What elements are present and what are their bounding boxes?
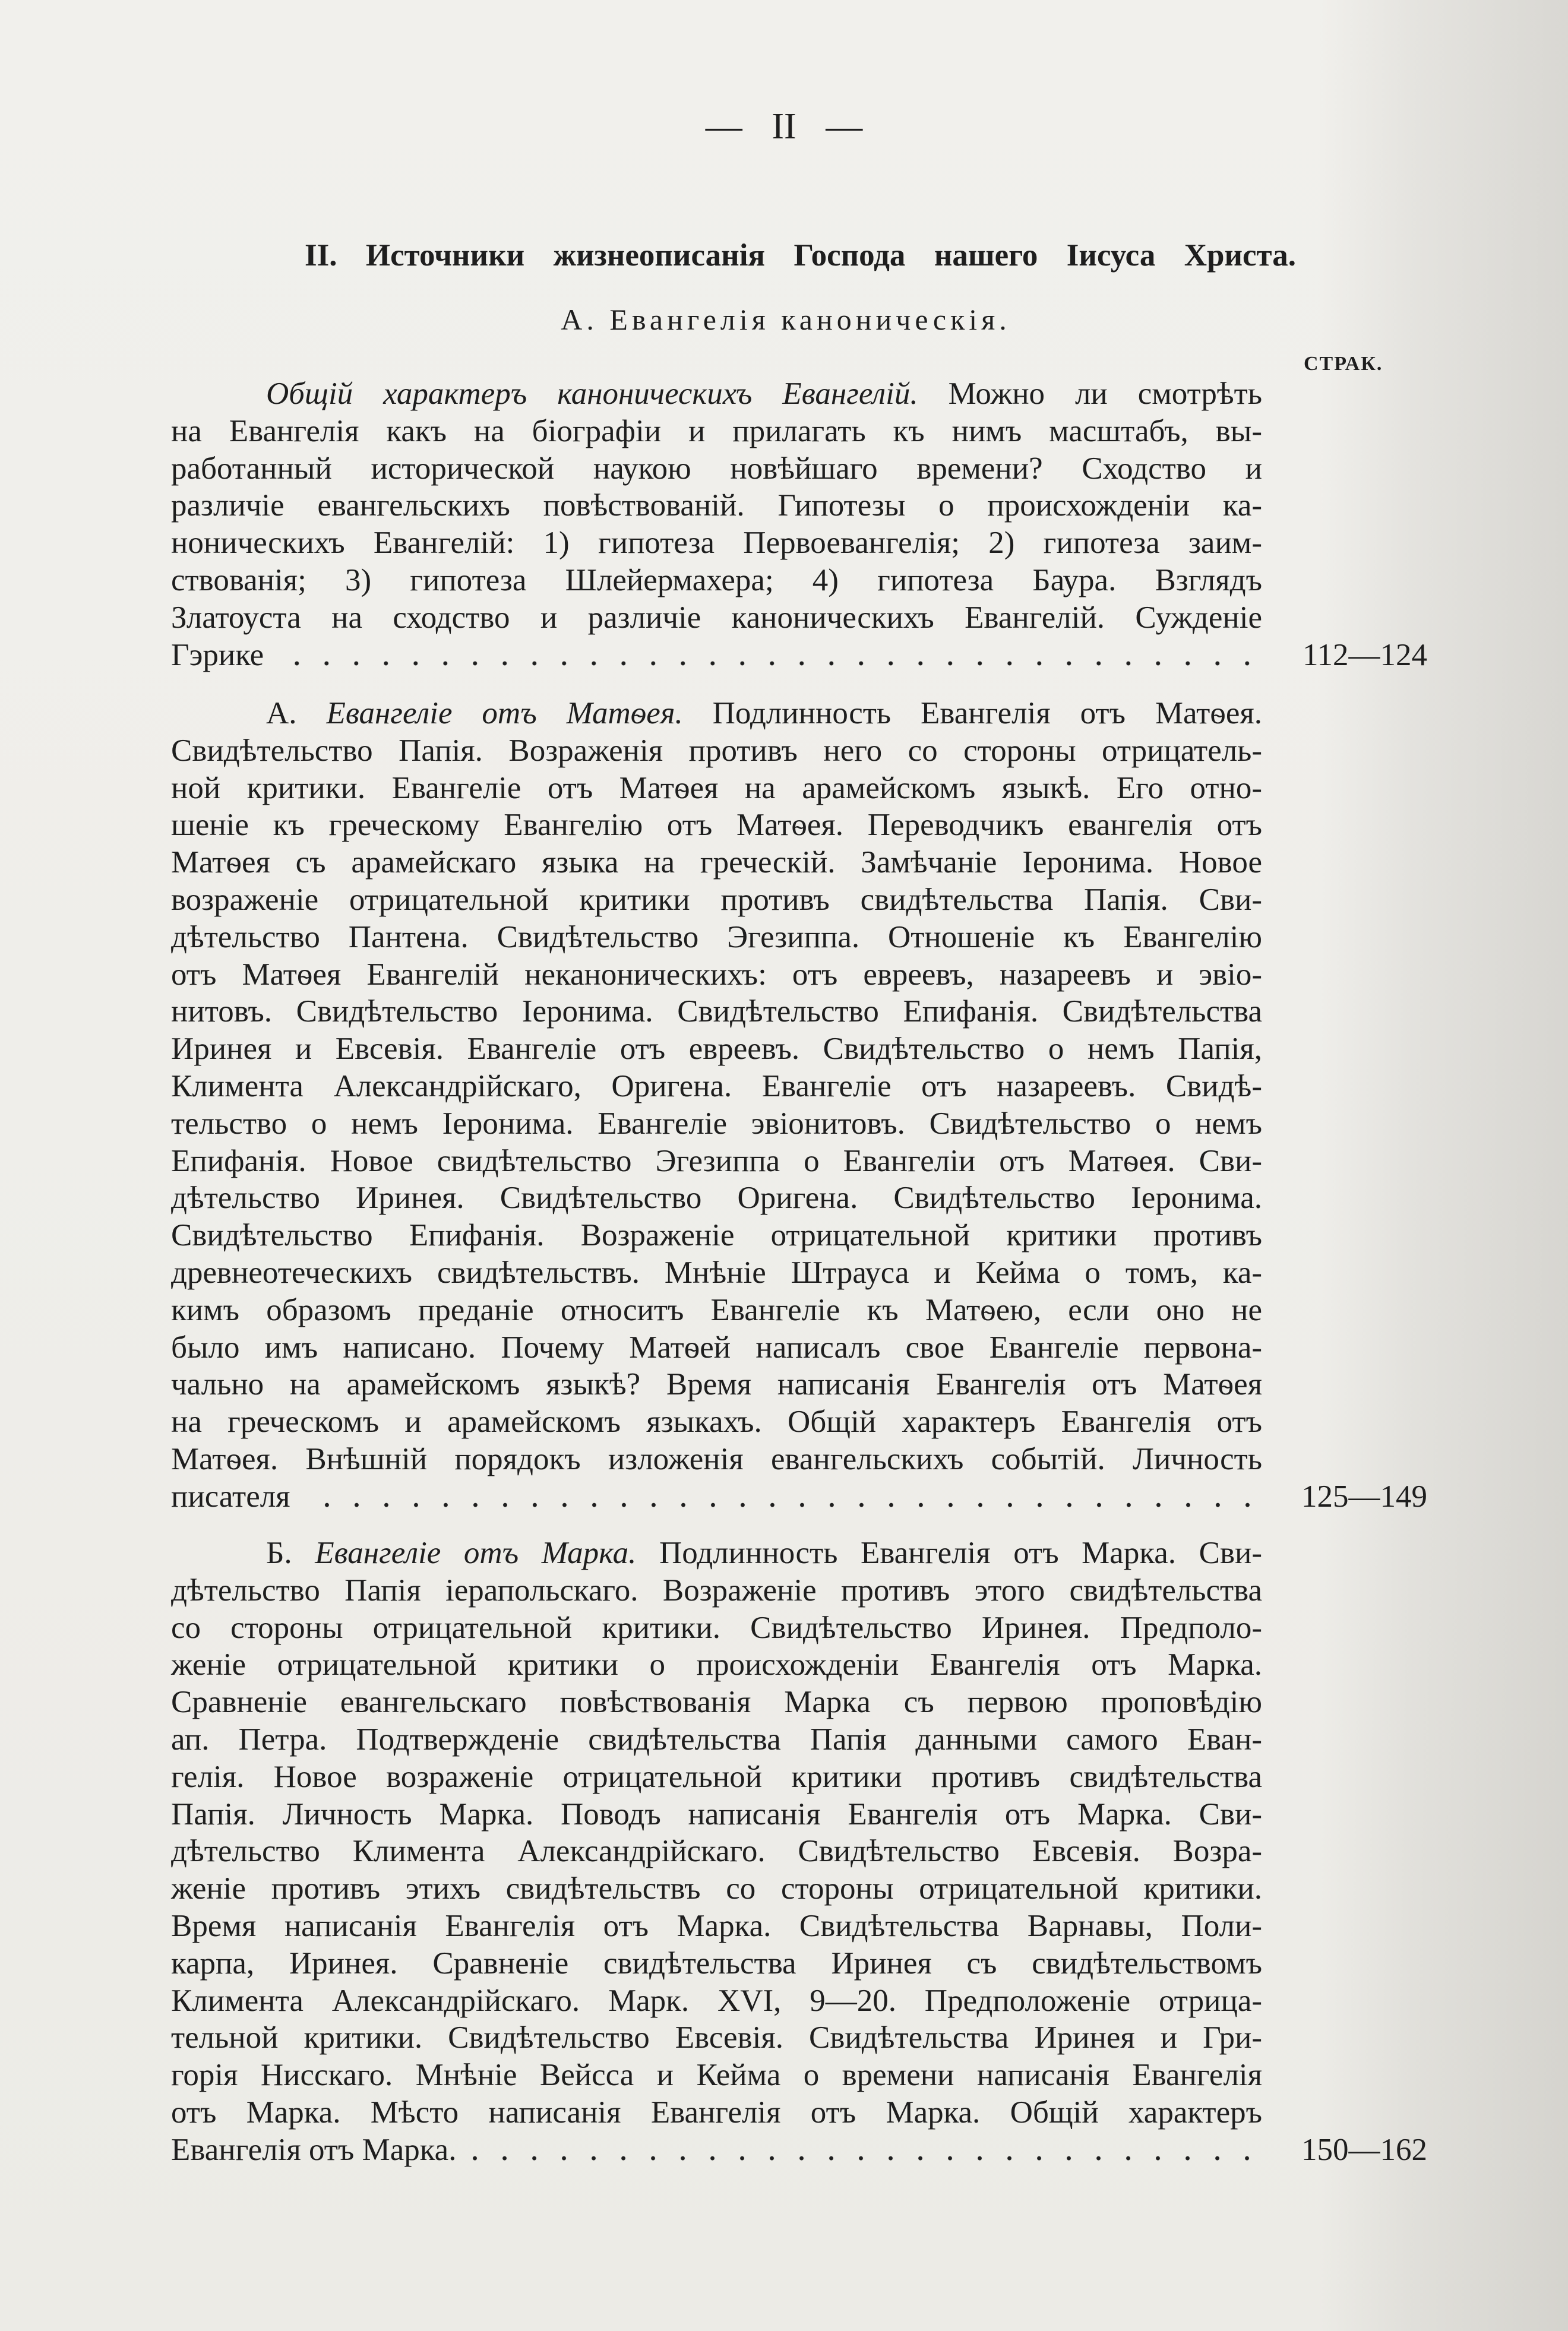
toc-entry-line: Матѳея съ арамейскаго языка на греческій. Замѣчаніе Іеронима. Новое [171,845,1262,880]
toc-entry-last-line [171,2131,1427,2169]
toc-entry-line: ноническихъ Евангелій: 1) гипотеза Первоевангелія; 2) гипотеза заим- [171,526,1262,561]
toc-entry-text: Подлинность Евангелія отъ Марка. Сви- [659,1536,1263,1570]
toc-entry-line: дѣтельство Иринея. Свидѣтельство Оригена. Свидѣтельство Іеронима. [171,1181,1262,1216]
toc-entry-3 [171,1535,1427,2169]
toc-entry-line: Свидѣтельство Папія. Возраженія противъ него со стороны отрицатель- [171,733,1262,768]
toc-entry-leader-row [171,1478,1262,1516]
toc-entry-title: Евангеліе отъ Марка. [315,1536,637,1570]
toc-entry-text: Евангелія отъ Марка. [171,2132,457,2167]
toc-entry-line: возраженіе отрицательной критики противъ свидѣтельства Папія. Сви- [171,882,1262,917]
toc-entry-label: Б. [266,1536,292,1570]
toc-entry-line: различіе евангельскихъ повѣствованій. Гипотезы о происхожденіи ка- [171,488,1262,523]
toc-entry-text: Подлинность Евангелія отъ Матѳея. [712,696,1262,730]
toc-entry-text: Гэрике [171,637,264,672]
toc-entry-leader-row [171,2131,1262,2169]
toc-entry-line: Сравненіе евангельскаго повѣствованія Марка съ первою проповѣдію [171,1685,1262,1720]
toc-entry-line: женіе отрицательной критики о происхожденіи Евангелія отъ Марка. [171,1647,1262,1682]
toc-entry-line: на греческомъ и арамейскомъ языкахъ. Общій характеръ Евангелія отъ [171,1405,1262,1440]
toc-entry-line: горія Нисскаго. Мнѣніе Вейсса и Кейма о времени написанія Евангелія [171,2058,1262,2093]
toc-entry-line: со стороны отрицательной критики. Свидѣтельство Иринея. Предполо- [171,1610,1262,1645]
toc-entry-leader-row [171,637,1262,674]
toc-entry-pages: 150—162 [1301,2132,1427,2167]
toc-entry-pages: 112—124 [1302,637,1427,672]
toc-entry-first-line [171,695,1262,732]
page-column-label: СТРАК. [1304,353,1383,375]
toc-entry-line: было имъ написано. Почему Матѳей написалъ свое Евангеліе первона- [171,1330,1262,1365]
toc-entry-line: Климента Александрійскаго. Марк. XVI, 9—20. Предположеніе отрица- [171,1983,1262,2018]
section-title: II. Источники жизнеописанія Господа нашего Іисуса Христа. [305,238,1296,273]
toc-entry-line: работанный исторической наукою новѣйшаго времени? Сходство и [171,451,1262,486]
dot-leader [467,2131,1262,2169]
toc-entry-line: Матѳея. Внѣшній порядокъ изложенія евангельскихъ событій. Личность [171,1441,1262,1476]
toc-entry-line: Свидѣтельство Епифанія. Возраженіе отрицательной критики противъ [171,1218,1262,1253]
page-number: — II — [705,106,863,147]
toc-entry-line: гелія. Новое возраженіе отрицательной критики противъ свидѣтельства [171,1759,1262,1794]
toc-entry-line: Папія. Личность Марка. Поводъ написанія Евангелія отъ Марка. Сви- [171,1797,1262,1832]
toc-entry-line: на Евангелія какъ на біографіи и прилагать къ нимъ масштабъ, вы- [171,413,1262,448]
toc-entry-line: Климента Александрійскаго, Оригена. Евангеліе отъ назареевъ. Свидѣ- [171,1068,1262,1103]
toc-entry-title: Евангеліе отъ Матѳея. [326,696,683,730]
toc-entry-line: отъ Марка. Мѣсто написанія Евангелія отъ Марка. Общій характеръ [171,2095,1262,2130]
toc-entry-text: писателя [171,1479,290,1514]
toc-entry-line: кимъ образомъ преданіе относитъ Евангеліе къ Матѳею, если оно не [171,1292,1262,1327]
toc-entry-label: А. [266,696,297,730]
toc-entry-line: дѣтельство Пантена. Свидѣтельство Эгезиппа. Отношеніе къ Евангелію [171,919,1262,954]
toc-entry-text: Можно ли смотрѣть [948,377,1263,411]
toc-entry-last-line [171,637,1427,674]
toc-entry-line: дѣтельство Климента Александрійскаго. Свидѣтельство Евсевія. Возра- [171,1834,1262,1869]
toc-entry-line: женіе противъ этихъ свидѣтельствъ со стороны отрицательной критики. [171,1871,1262,1906]
dot-leader [274,637,1262,674]
toc-entry-first-line [171,375,1262,413]
toc-entry-first-line [171,1535,1262,1572]
toc-entry-line: ствованія; 3) гипотеза Шлейермахера; 4) гипотеза Баура. Взглядъ [171,562,1262,597]
toc-entry-1 [171,375,1427,673]
toc-entry-line: Епифанія. Новое свидѣтельство Эгезиппа о Евангеліи отъ Матѳея. Сви- [171,1143,1262,1178]
subsection-title: А. Евангелія каноническія. [561,303,1011,336]
toc-entry-last-line [171,1478,1427,1516]
toc-entry-line: Время написанія Евангелія отъ Марка. Свидѣтельства Варнавы, Поли- [171,1908,1262,1943]
toc-entry-line: чально на арамейскомъ языкѣ? Время написанія Евангелія отъ Матѳея [171,1367,1262,1402]
toc-entry-line: дѣтельство Папія іерапольскаго. Возраженіе противъ этого свидѣтельства [171,1573,1262,1608]
dot-leader [301,1478,1262,1516]
toc-entry-line: тельство о немъ Іеронима. Евангеліе эвіонитовъ. Свидѣтельство о немъ [171,1106,1262,1141]
toc-entry-line: карпа, Иринея. Сравненіе свидѣтельства Иринея съ свидѣтельствомъ [171,1946,1262,1981]
toc-entry-line: ной критики. Евангеліе отъ Матѳея на арамейскомъ языкѣ. Его отно- [171,770,1262,805]
toc-entry-line: Златоуста на сходство и различіе каноническихъ Евангелій. Сужденіе [171,600,1262,635]
toc-entry-line: нитовъ. Свидѣтельство Іеронима. Свидѣтельство Епифанія. Свидѣтельства [171,994,1262,1029]
toc-entry-line: древнеотеческихъ свидѣтельствъ. Мнѣніе Штрауса и Кейма о томъ, ка- [171,1255,1262,1290]
toc-entry-line: Иринея и Евсевія. Евангеліе отъ евреевъ. Свидѣтельство о немъ Папія, [171,1032,1262,1067]
toc-entry-line: отъ Матѳея Евангелій неканоническихъ: отъ евреевъ, назареевъ и эвіо- [171,957,1262,992]
toc-entry-2 [171,695,1427,1516]
toc-entry-line: тельной критики. Свидѣтельство Евсевія. Свидѣтельства Иринея и Гри- [171,2020,1262,2055]
toc-entry-title: Общій характеръ каноническихъ Евангелій. [266,377,918,411]
toc-entry-line: шеніе къ греческому Евангелію отъ Матѳея. Переводчикъ евангелія отъ [171,808,1262,843]
toc-entry-line: ап. Петра. Подтвержденіе свидѣтельства Папія данными самого Еван- [171,1722,1262,1757]
toc-entry-pages: 125—149 [1301,1479,1427,1514]
